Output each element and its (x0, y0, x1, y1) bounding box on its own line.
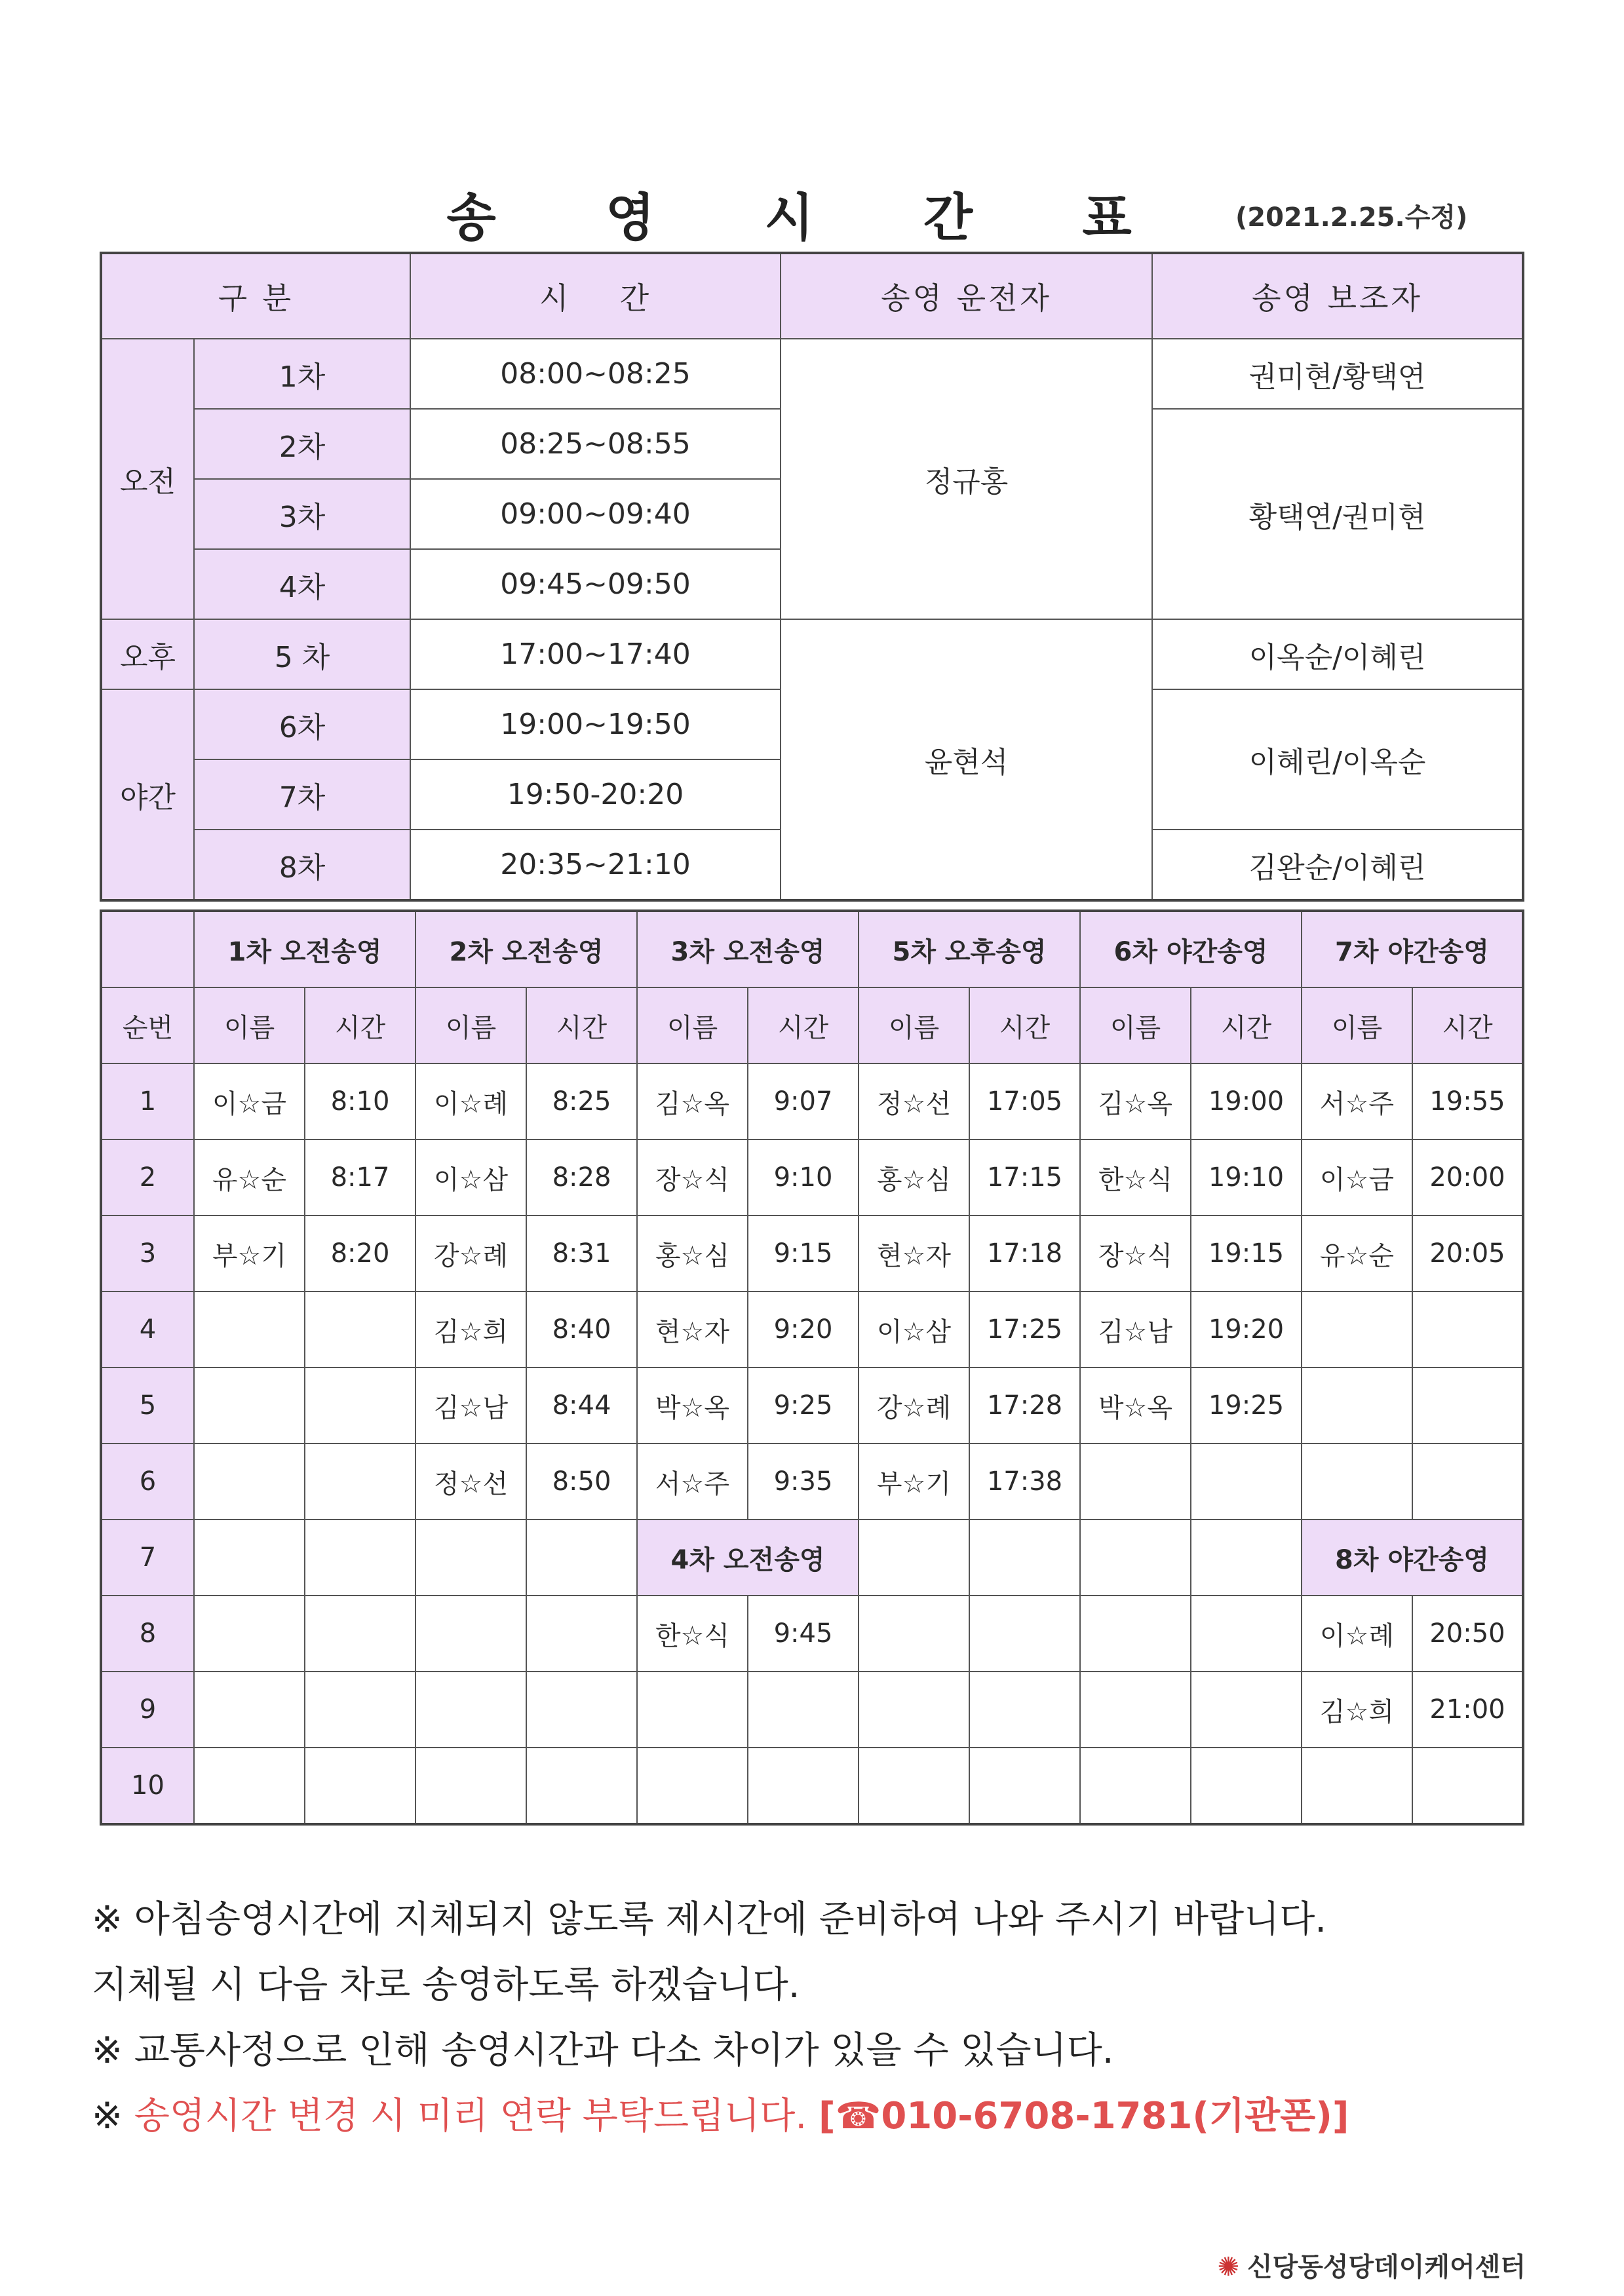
time-cell: 8:10 (305, 1063, 416, 1139)
round-time: 09:45~09:50 (410, 549, 781, 619)
table-cell (1191, 1596, 1302, 1672)
name-cell: 정☆선 (416, 1444, 526, 1520)
round-label: 1차 (194, 339, 410, 409)
round-label: 2차 (194, 409, 410, 479)
time-header: 시간 (969, 987, 1080, 1063)
table-cell (194, 1520, 305, 1596)
note-line: ※ 아침송영시간에 지체되지 않도록 제시간에 준비하여 나와 주시기 바랍니다. (92, 1898, 1327, 1941)
table-cell (1302, 1748, 1412, 1824)
time-cell: 9:15 (748, 1215, 859, 1292)
driver-cell: 정규홍 (781, 339, 1152, 619)
table-cell (1080, 1520, 1191, 1596)
round-time: 08:25~08:55 (410, 409, 781, 479)
time-cell: 8:31 (526, 1215, 637, 1292)
time-cell: 19:20 (1191, 1292, 1302, 1368)
name-cell: 홍☆심 (859, 1139, 969, 1215)
time-cell: 8:20 (305, 1215, 416, 1292)
footer-org (1217, 2246, 1526, 2284)
row-number: 3 (101, 1215, 194, 1292)
time-cell (305, 1444, 416, 1520)
name-cell: 현☆자 (859, 1215, 969, 1292)
table-cell (969, 1520, 1080, 1596)
time-cell: 9:20 (748, 1292, 859, 1368)
table-cell (969, 1596, 1080, 1672)
header-driver: 송영 운전자 (781, 253, 1152, 339)
table-cell (1191, 1520, 1302, 1596)
table-cell (748, 1748, 859, 1824)
name-cell: 이☆례 (1302, 1596, 1412, 1672)
corner-cell (101, 911, 194, 987)
group-header: 8차 야간송영 (1302, 1520, 1523, 1596)
seq-header: 순번 (101, 987, 194, 1063)
name-cell (194, 1444, 305, 1520)
table-cell (1080, 1596, 1191, 1672)
header-category: 구 분 (101, 253, 410, 339)
group-header: 1차 오전송영 (194, 911, 416, 987)
name-cell: 강☆례 (416, 1215, 526, 1292)
note-line: 지체될 시 다음 차로 송영하도록 하겠습니다. (92, 1964, 800, 2006)
time-cell: 17:38 (969, 1444, 1080, 1520)
period-morning: 오전 (101, 339, 194, 619)
group-header: 2차 오전송영 (416, 911, 637, 987)
assistant-cell: 김완순/이혜린 (1152, 830, 1523, 900)
row-number: 8 (101, 1596, 194, 1672)
name-cell: 이☆금 (1302, 1139, 1412, 1215)
name-cell: 한☆식 (1080, 1139, 1191, 1215)
group-header: 6차 야간송영 (1080, 911, 1302, 987)
table-cell (526, 1748, 637, 1824)
round-time: 17:00~17:40 (410, 619, 781, 689)
schedule-summary-table (100, 252, 1524, 902)
row-number: 9 (101, 1672, 194, 1748)
table-cell (1191, 1748, 1302, 1824)
round-time: 19:00~19:50 (410, 689, 781, 759)
table-cell (416, 1596, 526, 1672)
name-cell: 이☆금 (194, 1063, 305, 1139)
name-header: 이름 (859, 987, 969, 1063)
table-cell (305, 1748, 416, 1824)
name-cell: 김☆희 (1302, 1672, 1412, 1748)
time-header: 시간 (1191, 987, 1302, 1063)
round-label: 5 차 (194, 619, 410, 689)
name-cell (194, 1368, 305, 1444)
row-number: 1 (101, 1063, 194, 1139)
table-cell (305, 1520, 416, 1596)
name-cell: 김☆남 (416, 1368, 526, 1444)
table-cell (305, 1672, 416, 1748)
table-cell (859, 1672, 969, 1748)
name-cell: 이☆삼 (416, 1139, 526, 1215)
name-cell: 서☆주 (1302, 1063, 1412, 1139)
table-cell (859, 1520, 969, 1596)
table-cell (1412, 1748, 1523, 1824)
note-mark: ※ (92, 2095, 123, 2137)
name-cell: 김☆남 (1080, 1292, 1191, 1368)
time-cell: 17:18 (969, 1215, 1080, 1292)
time-header: 시간 (526, 987, 637, 1063)
table-cell (194, 1596, 305, 1672)
assistant-cell: 황택연/권미현 (1152, 409, 1523, 619)
time-cell: 8:50 (526, 1444, 637, 1520)
flower-icon: ✺ (1217, 2252, 1239, 2282)
name-cell (1302, 1368, 1412, 1444)
name-header: 이름 (416, 987, 526, 1063)
table-cell (526, 1596, 637, 1672)
group-header: 7차 야간송영 (1302, 911, 1523, 987)
period-night: 야간 (101, 689, 194, 900)
time-cell: 19:00 (1191, 1063, 1302, 1139)
table-cell (526, 1672, 637, 1748)
notes (92, 1887, 1566, 2149)
row-number: 5 (101, 1368, 194, 1444)
period-afternoon: 오후 (101, 619, 194, 689)
name-cell (1302, 1444, 1412, 1520)
row-number: 7 (101, 1520, 194, 1596)
table-cell (637, 1748, 748, 1824)
name-cell: 부☆기 (194, 1215, 305, 1292)
name-header: 이름 (194, 987, 305, 1063)
table-cell (748, 1672, 859, 1748)
round-time: 19:50-20:20 (410, 759, 781, 830)
name-cell: 유☆순 (1302, 1215, 1412, 1292)
round-label: 7차 (194, 759, 410, 830)
row-number: 10 (101, 1748, 194, 1824)
time-cell: 20:50 (1412, 1596, 1523, 1672)
name-cell: 강☆례 (859, 1368, 969, 1444)
passenger-table (100, 909, 1524, 1826)
name-cell: 한☆식 (637, 1596, 748, 1672)
time-cell (305, 1368, 416, 1444)
round-time: 09:00~09:40 (410, 479, 781, 549)
name-header: 이름 (637, 987, 748, 1063)
time-cell: 20:05 (1412, 1215, 1523, 1292)
name-cell: 장☆식 (1080, 1215, 1191, 1292)
header-assistant: 송영 보조자 (1152, 253, 1523, 339)
name-header: 이름 (1302, 987, 1412, 1063)
table-cell (416, 1672, 526, 1748)
org-name: 신당동성당데이케어센터 (1247, 2252, 1526, 2282)
group-header: 3차 오전송영 (637, 911, 859, 987)
time-cell: 17:15 (969, 1139, 1080, 1215)
time-cell: 9:35 (748, 1444, 859, 1520)
page-title: 송 영 시 간 표 (446, 189, 1178, 248)
name-cell: 서☆주 (637, 1444, 748, 1520)
time-cell: 9:07 (748, 1063, 859, 1139)
time-cell: 8:28 (526, 1139, 637, 1215)
name-cell: 정☆선 (859, 1063, 969, 1139)
time-cell: 19:55 (1412, 1063, 1523, 1139)
table-cell (859, 1748, 969, 1824)
table-cell (969, 1748, 1080, 1824)
note-red-text: 송영시간 변경 시 미리 연락 부탁드립니다. (134, 2095, 807, 2137)
name-cell (1302, 1292, 1412, 1368)
time-cell: 19:10 (1191, 1139, 1302, 1215)
name-cell: 이☆례 (416, 1063, 526, 1139)
name-cell: 현☆자 (637, 1292, 748, 1368)
name-cell (194, 1292, 305, 1368)
name-cell: 김☆옥 (1080, 1063, 1191, 1139)
assistant-cell: 이옥순/이혜린 (1152, 619, 1523, 689)
revision-date: (2021.2.25.수정) (1235, 202, 1468, 233)
assistant-cell: 이혜린/이옥순 (1152, 689, 1523, 830)
assistant-cell: 권미현/황택연 (1152, 339, 1523, 409)
time-cell (1191, 1444, 1302, 1520)
time-cell: 20:00 (1412, 1139, 1523, 1215)
name-cell: 장☆식 (637, 1139, 748, 1215)
time-cell (1412, 1444, 1523, 1520)
name-header: 이름 (1080, 987, 1191, 1063)
time-header: 시간 (748, 987, 859, 1063)
name-cell: 홍☆심 (637, 1215, 748, 1292)
note-line (92, 2084, 1566, 2149)
name-cell: 김☆옥 (637, 1063, 748, 1139)
time-cell: 9:45 (748, 1596, 859, 1672)
time-cell: 8:17 (305, 1139, 416, 1215)
time-cell: 17:28 (969, 1368, 1080, 1444)
time-cell: 8:25 (526, 1063, 637, 1139)
round-time: 08:00~08:25 (410, 339, 781, 409)
round-time: 20:35~21:10 (410, 830, 781, 900)
table-cell (637, 1672, 748, 1748)
table-cell (859, 1596, 969, 1672)
table-cell (194, 1748, 305, 1824)
time-cell: 21:00 (1412, 1672, 1523, 1748)
row-number: 4 (101, 1292, 194, 1368)
round-label: 3차 (194, 479, 410, 549)
name-cell: 박☆옥 (1080, 1368, 1191, 1444)
table-cell (305, 1596, 416, 1672)
time-cell: 19:25 (1191, 1368, 1302, 1444)
time-header: 시간 (305, 987, 416, 1063)
name-cell: 유☆순 (194, 1139, 305, 1215)
name-cell: 박☆옥 (637, 1368, 748, 1444)
name-cell: 부☆기 (859, 1444, 969, 1520)
time-cell (1412, 1292, 1523, 1368)
name-cell: 이☆삼 (859, 1292, 969, 1368)
name-cell (1080, 1444, 1191, 1520)
time-cell: 17:25 (969, 1292, 1080, 1368)
time-cell: 19:15 (1191, 1215, 1302, 1292)
note-line: ※ 교통사정으로 인해 송영시간과 다소 차이가 있을 수 있습니다. (92, 2029, 1114, 2072)
time-cell: 9:25 (748, 1368, 859, 1444)
round-label: 4차 (194, 549, 410, 619)
group-header: 5차 오후송영 (859, 911, 1080, 987)
time-cell (305, 1292, 416, 1368)
contact-phone: [☎010-6708-1781(기관폰)] (818, 2095, 1349, 2137)
driver-cell: 윤현석 (781, 619, 1152, 900)
table-cell (416, 1520, 526, 1596)
time-header: 시간 (1412, 987, 1523, 1063)
table-cell (1080, 1672, 1191, 1748)
table-cell (969, 1672, 1080, 1748)
time-cell: 8:44 (526, 1368, 637, 1444)
name-cell: 김☆희 (416, 1292, 526, 1368)
table-cell (1080, 1748, 1191, 1824)
time-cell: 17:05 (969, 1063, 1080, 1139)
table-cell (1191, 1672, 1302, 1748)
round-label: 6차 (194, 689, 410, 759)
header-time: 시 간 (410, 253, 781, 339)
table-cell (526, 1520, 637, 1596)
time-cell: 8:40 (526, 1292, 637, 1368)
row-number: 6 (101, 1444, 194, 1520)
table-cell (194, 1672, 305, 1748)
table-cell (416, 1748, 526, 1824)
time-cell (1412, 1368, 1523, 1444)
group-header: 4차 오전송영 (637, 1520, 859, 1596)
time-cell: 9:10 (748, 1139, 859, 1215)
row-number: 2 (101, 1139, 194, 1215)
round-label: 8차 (194, 830, 410, 900)
